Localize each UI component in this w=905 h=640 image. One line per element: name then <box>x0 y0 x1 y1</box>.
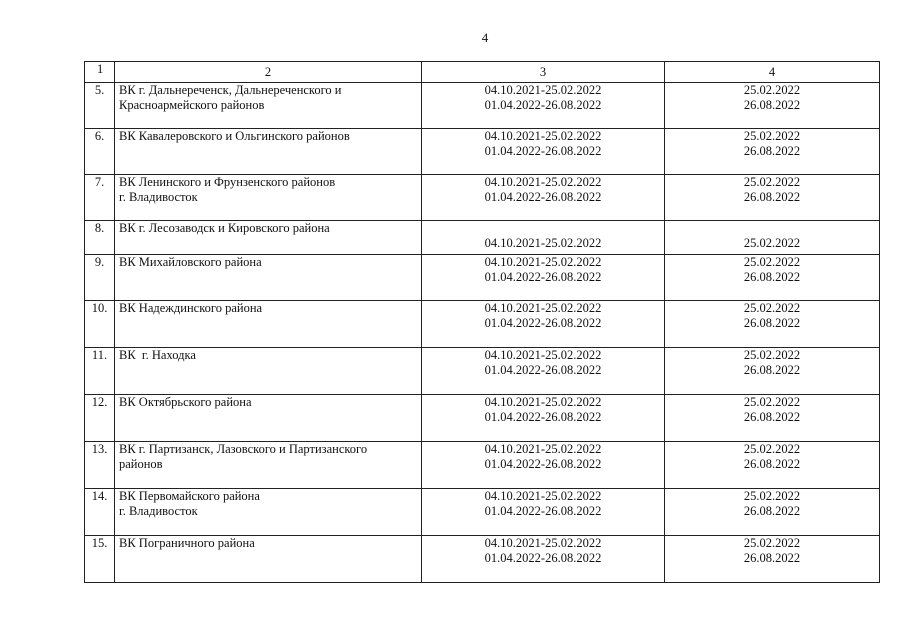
commission-name: ВК г. Находка <box>115 348 422 395</box>
row-number: 5. <box>85 83 115 129</box>
row-number: 6. <box>85 129 115 175</box>
period-cell: 04.10.2021-25.02.2022 01.04.2022-26.08.2022 <box>422 442 665 489</box>
period-cell: 04.10.2021-25.02.2022 01.04.2022-26.08.2022 <box>422 129 665 175</box>
table-row <box>85 175 880 221</box>
period-cell: 04.10.2021-25.02.2022 01.04.2022-26.08.2022 <box>422 255 665 301</box>
commission-name: ВК Пограничного района <box>115 536 422 583</box>
row-number: 8. <box>85 221 115 255</box>
table-row <box>85 221 880 255</box>
commission-name: ВК г. Дальнереченск, Дальнереченского и Красноармейского районов <box>115 83 422 129</box>
row-number: 13. <box>85 442 115 489</box>
table-row <box>85 348 880 395</box>
date-cell: 25.02.2022 26.08.2022 <box>665 536 880 583</box>
row-number: 9. <box>85 255 115 301</box>
commission-name: ВК Октябрьского района <box>115 395 422 442</box>
row-number: 14. <box>85 489 115 536</box>
commission-name: ВК г. Партизанск, Лазовского и Партизанского районов <box>115 442 422 489</box>
period-cell: 04.10.2021-25.02.2022 01.04.2022-26.08.2022 <box>422 536 665 583</box>
date-cell: 25.02.2022 26.08.2022 <box>665 175 880 221</box>
table-header-row <box>85 62 880 83</box>
table-row <box>85 83 880 129</box>
date-cell: 25.02.2022 <box>665 221 880 255</box>
table-row <box>85 301 880 348</box>
date-cell: 25.02.2022 26.08.2022 <box>665 395 880 442</box>
date-cell: 25.02.2022 26.08.2022 <box>665 348 880 395</box>
period-cell: 04.10.2021-25.02.2022 01.04.2022-26.08.2022 <box>422 175 665 221</box>
date-cell: 25.02.2022 26.08.2022 <box>665 442 880 489</box>
period-cell: 04.10.2021-25.02.2022 01.04.2022-26.08.2022 <box>422 301 665 348</box>
period-cell: 04.10.2021-25.02.2022 01.04.2022-26.08.2022 <box>422 395 665 442</box>
table-row <box>85 536 880 583</box>
row-number: 11. <box>85 348 115 395</box>
table-row <box>85 395 880 442</box>
commission-name: ВК Ленинского и Фрунзенского районов г. Владивосток <box>115 175 422 221</box>
commission-name: ВК Михайловского района <box>115 255 422 301</box>
page-number: 4 <box>481 30 489 45</box>
date-cell: 25.02.2022 26.08.2022 <box>665 83 880 129</box>
table-row <box>85 255 880 301</box>
commission-name: ВК г. Лесозаводск и Кировского района <box>115 221 422 255</box>
commission-name: ВК Надеждинского района <box>115 301 422 348</box>
table-row <box>85 489 880 536</box>
table-row <box>85 442 880 489</box>
table-row <box>85 129 880 175</box>
commission-name: ВК Первомайского района г. Владивосток <box>115 489 422 536</box>
row-number: 12. <box>85 395 115 442</box>
commission-name: ВК Кавалеровского и Ольгинского районов <box>115 129 422 175</box>
date-cell: 25.02.2022 26.08.2022 <box>665 489 880 536</box>
date-cell: 25.02.2022 26.08.2022 <box>665 301 880 348</box>
header-cell-2: 2 <box>115 62 422 83</box>
header-cell-3: 3 <box>422 62 665 83</box>
date-cell: 25.02.2022 26.08.2022 <box>665 255 880 301</box>
row-number: 10. <box>85 301 115 348</box>
period-cell: 04.10.2021-25.02.2022 01.04.2022-26.08.2022 <box>422 348 665 395</box>
date-cell: 25.02.2022 26.08.2022 <box>665 129 880 175</box>
row-number: 7. <box>85 175 115 221</box>
row-number: 15. <box>85 536 115 583</box>
period-cell: 04.10.2021-25.02.2022 01.04.2022-26.08.2022 <box>422 83 665 129</box>
header-cell-1: 1 <box>85 62 115 83</box>
header-cell-4: 4 <box>665 62 880 83</box>
period-cell: 04.10.2021-25.02.2022 <box>422 221 665 255</box>
period-cell: 04.10.2021-25.02.2022 01.04.2022-26.08.2022 <box>422 489 665 536</box>
schedule-table <box>84 61 880 583</box>
